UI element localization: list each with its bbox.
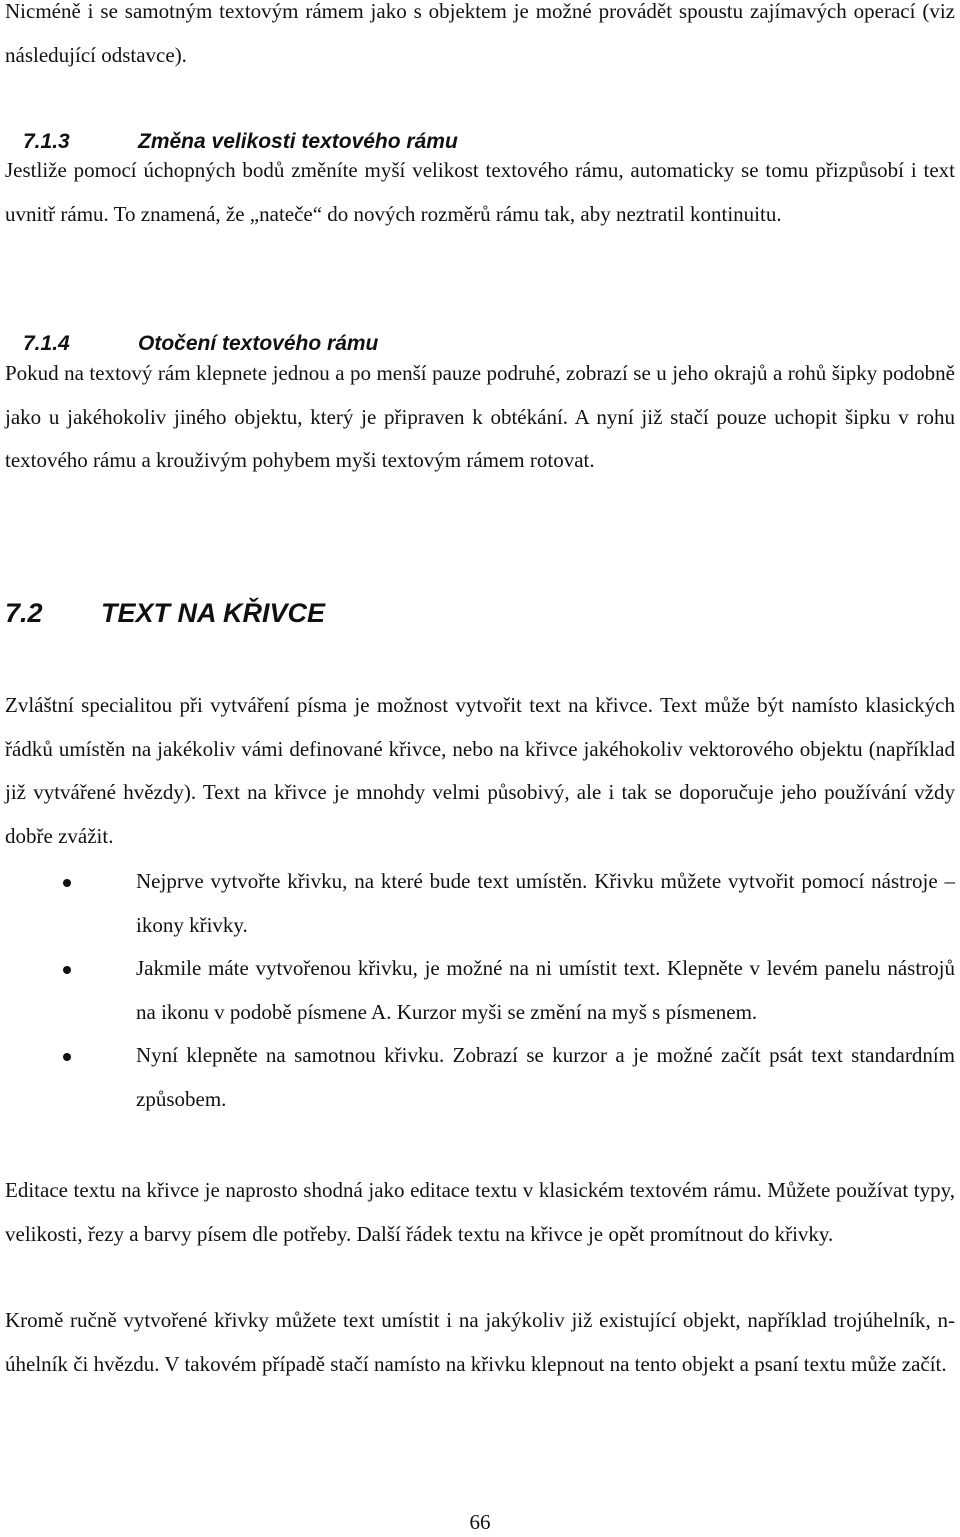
- list-item: [5, 860, 955, 947]
- section-number: 7.1.4: [23, 332, 70, 355]
- bullet-list: [5, 860, 955, 1122]
- bullet-icon: [63, 966, 71, 974]
- list-item-text: Nyní klepněte na samotnou křivku. Zobrazí se kurzor a je možné začít psát text standardním způsobem.: [136, 1043, 955, 1111]
- section-7-1-4-body: Pokud na textový rám klepnete jednou a po menší pauze podruhé, zobrazí se u jeho okrajů a rohů šipky podobně jako u jakéhokoliv jiného objektu, který je připraven k obtékání. A nyní již stačí pouze uchopit šipku v rohu textového rámu a krouživým pohybem myši textovým rámem rotovat.: [5, 361, 955, 473]
- section-7-1-3-body: Jestliže pomocí úchopných bodů změníte myší velikost textového rámu, automaticky se tomu přizpůsobí i text uvnitř rámu. To znamená, že „nateče“ do nových rozměrů rámu tak, aby neztratil kontinuitu.: [5, 158, 955, 226]
- bullet-icon: [63, 879, 71, 887]
- section-title: TEXT NA KŘIVCE: [101, 598, 326, 628]
- section-title: Změna velikosti textového rámu: [138, 130, 458, 153]
- section-7-2-body: Zvláštní specialitou při vytváření písma je možnost vytvořit text na křivce. Text může být namísto klasických řádků umístěn na jakékoliv vámi definované křivce, nebo na křivce jakéhokoliv vektorového objektu (například již vytvářené hvězdy). Text na křivce je mnohdy velmi působivý, ale i tak se doporučuje jeho používání vždy dobře zvážit.: [5, 693, 955, 848]
- list-item-text: Jakmile máte vytvořenou křivku, je možné na ni umístit text. Klepněte v levém panelu nástrojů na ikonu v podobě písmene A. Kurzor myši se změní na myš s písmenem.: [136, 956, 955, 1024]
- list-item-text: Nejprve vytvořte křivku, na které bude text umístěn. Křivku můžete vytvořit pomocí nástroje – ikony křivky.: [136, 869, 955, 937]
- list-item: [5, 947, 955, 1034]
- section-heading-7-2: [5, 598, 325, 629]
- list-item: [5, 1034, 955, 1121]
- section-number: 7.1.3: [23, 130, 70, 153]
- intro-paragraph: Nicméně i se samotným textovým rámem jako s objektem je možné provádět spoustu zajímavých operací (viz následující odstavce).: [5, 0, 955, 67]
- section-number: 7.2: [5, 598, 43, 628]
- after-list-paragraph-1: Editace textu na křivce je naprosto shodná jako editace textu v klasickém textovém rámu. Můžete používat typy, velikosti, řezy a barvy písem dle potřeby. Další řádek textu na křivce je opět promítnout do křivky.: [5, 1178, 955, 1246]
- after-list-paragraph-2: Kromě ručně vytvořené křivky můžete text umístit i na jakýkoliv již existující objekt, například trojúhelník, n-úhelník či hvězdu. V takovém případě stačí namísto na křivku klepnout na tento objekt a psaní textu může začít.: [5, 1308, 955, 1376]
- section-title: Otočení textového rámu: [138, 332, 379, 355]
- bullet-icon: [63, 1053, 71, 1061]
- page-number: 66: [469, 1510, 491, 1534]
